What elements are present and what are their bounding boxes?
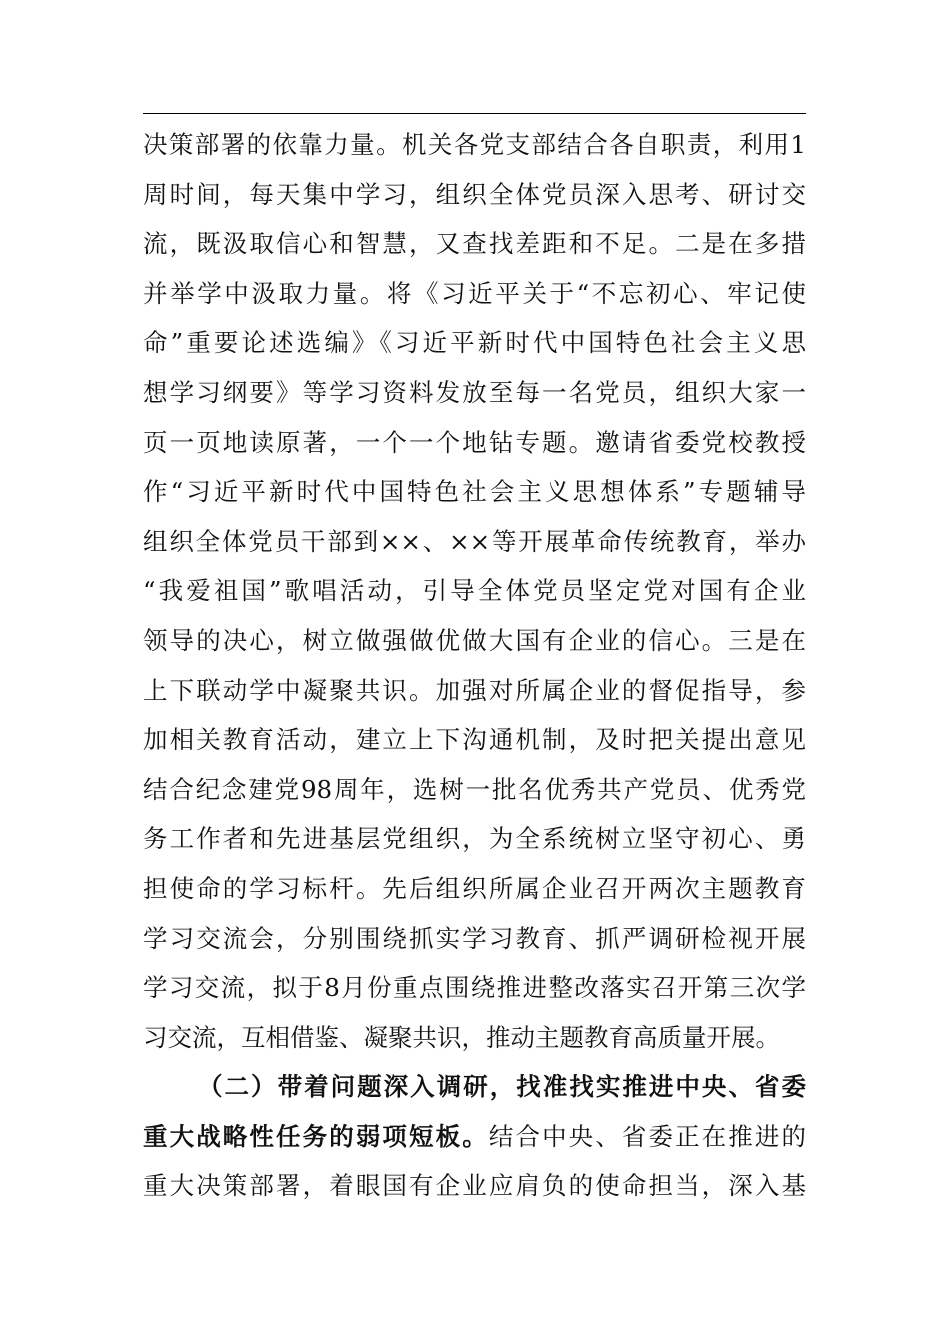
text-line: 流，既汲取信心和智慧，又查找差距和不足。二是在多措: [143, 229, 806, 259]
text-line: 想学习纲要》等学习资料发放至每一名党员，组织大家一: [143, 377, 806, 407]
text-line: 担使命的学习标杆。先后组织所属企业召开两次主题教育: [143, 873, 806, 903]
section-body-start: 结合中央、省委正在推进的: [488, 1121, 806, 1151]
top-rule: [143, 113, 806, 114]
text-line: 上下联动学中凝聚共识。加强对所属企业的督促指导，参: [143, 675, 806, 705]
text-line: 周时间，每天集中学习，组织全体党员深入思考、研讨交: [143, 179, 806, 209]
section-heading-end: 重大战略性任务的弱项短板。: [143, 1121, 489, 1151]
text-line: 结合纪念建党98周年，选树一批名优秀共产党员、优秀党: [143, 774, 806, 804]
text-line: 页一页地读原著，一个一个地钻专题。邀请省委党校教授: [143, 427, 806, 457]
text-line: 命”重要论述选编》《习近平新时代中国特色社会主义思: [143, 328, 806, 358]
text-line: 务工作者和先进基层党组织，为全系统树立坚守初心、勇: [143, 824, 806, 854]
text-line: “我爱祖国”歌唱活动，引导全体党员坚定党对国有企业: [143, 576, 806, 606]
text-line: 作“习近平新时代中国特色社会主义思想体系”专题辅导: [143, 477, 806, 507]
text-line: 学习交流，拟于8月份重点围绕推进整改落实召开第三次学: [143, 973, 806, 1003]
text-line: 学习交流会，分别围绕抓实学习教育、抓严调研检视开展: [143, 923, 806, 953]
body-text: [143, 126, 806, 1217]
paragraph-end-line: 习交流，互相借鉴、凝聚共识，推动主题教育高质量开展。: [143, 1022, 780, 1052]
text-line: 组织全体党员干部到××、××等开展革命传统教育，举办: [143, 526, 806, 556]
text-line: 决策部署的依靠力量。机关各党支部结合各自职责，利用1: [143, 130, 806, 159]
section-heading: （二）带着问题深入调研，找准找实推进中央、省委: [198, 1072, 806, 1102]
text-line: 加相关教育活动，建立上下沟通机制，及时把关提出意见: [143, 725, 806, 755]
text-line: 领导的决心，树立做强做优做大国有企业的信心。三是在: [143, 625, 806, 655]
text-line: 并举学中汲取力量。将《习近平关于“不忘初心、牢记使: [143, 278, 806, 308]
text-line: 重大决策部署，着眼国有企业应肩负的使命担当，深入基: [143, 1171, 806, 1201]
section-heading-continued: [143, 1118, 806, 1168]
